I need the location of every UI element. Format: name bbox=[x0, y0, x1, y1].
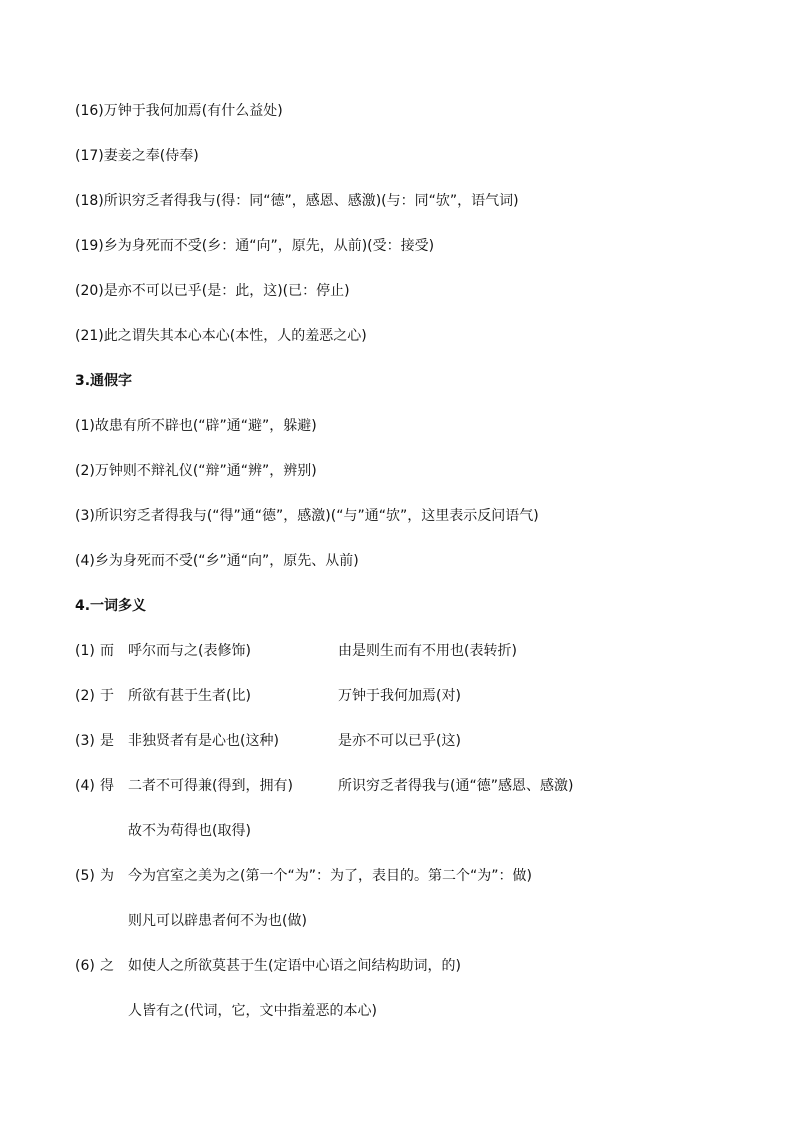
gloss-number: (2) bbox=[75, 688, 95, 704]
list-item: (16)万钟于我何加焉(有什么益处) bbox=[75, 103, 283, 119]
list-item: (21)此之谓失其本心本心(本性，人的羞恶之心) bbox=[75, 328, 367, 344]
list-item: (4)乡为身死而不受(“乡”通“向”，原先、从前) bbox=[75, 553, 359, 569]
gloss-character: 之 bbox=[100, 958, 114, 974]
gloss-number: (6) bbox=[75, 958, 95, 974]
gloss-character: 而 bbox=[100, 643, 114, 659]
gloss-example-a: 所欲有甚于生者(比) bbox=[128, 688, 251, 704]
gloss-number: (3) bbox=[75, 733, 95, 749]
list-item: (20)是亦不可以已乎(是：此，这)(已：停止) bbox=[75, 283, 350, 299]
gloss-continuation: 故不为苟得也(取得) bbox=[128, 823, 251, 839]
gloss-example-b: 由是则生而有不用也(表转折) bbox=[338, 643, 517, 659]
gloss-number: (1) bbox=[75, 643, 95, 659]
list-item: (17)妻妾之奉(侍奉) bbox=[75, 148, 199, 164]
gloss-number: (5) bbox=[75, 868, 95, 884]
list-item: (2)万钟则不辩礼仪(“辩”通“辨”，辨别) bbox=[75, 463, 317, 479]
gloss-example-b: 是亦不可以已乎(这) bbox=[338, 733, 461, 749]
section-heading: 4.一词多义 bbox=[75, 598, 147, 614]
gloss-example-a: 非独贤者有是心也(这种) bbox=[128, 733, 279, 749]
gloss-example-a: 呼尔而与之(表修饰) bbox=[128, 643, 251, 659]
gloss-example-a: 今为宫室之美为之(第一个“为”：为了，表目的。第二个“为”：做) bbox=[128, 868, 532, 884]
gloss-example-b: 万钟于我何加焉(对) bbox=[338, 688, 461, 704]
list-item: (19)乡为身死而不受(乡：通“向”，原先，从前)(受：接受) bbox=[75, 238, 435, 254]
gloss-character: 于 bbox=[100, 688, 114, 704]
gloss-continuation: 则凡可以辟患者何不为也(做) bbox=[128, 913, 307, 929]
gloss-example-a: 二者不可得兼(得到，拥有) bbox=[128, 778, 293, 794]
gloss-example-a: 如使人之所欲莫甚于生(定语中心语之间结构助词，的) bbox=[128, 958, 461, 974]
gloss-character: 为 bbox=[100, 868, 114, 884]
section-heading: 3.通假字 bbox=[75, 373, 133, 389]
gloss-continuation: 人皆有之(代词，它，文中指羞恶的本心) bbox=[128, 1003, 377, 1019]
list-item: (18)所识穷乏者得我与(得：同“德”，感恩、感激)(与：同“欤”，语气词) bbox=[75, 193, 519, 209]
list-item: (3)所识穷乏者得我与(“得”通“德”，感激)(“与”通“欤”，这里表示反问语气) bbox=[75, 508, 539, 524]
list-item: (1)故患有所不辟也(“辟”通“避”，躲避) bbox=[75, 418, 317, 434]
gloss-example-b: 所识穷乏者得我与(通“德”感恩、感激) bbox=[338, 778, 574, 794]
gloss-character: 是 bbox=[100, 733, 114, 749]
gloss-character: 得 bbox=[100, 778, 114, 794]
gloss-number: (4) bbox=[75, 778, 95, 794]
